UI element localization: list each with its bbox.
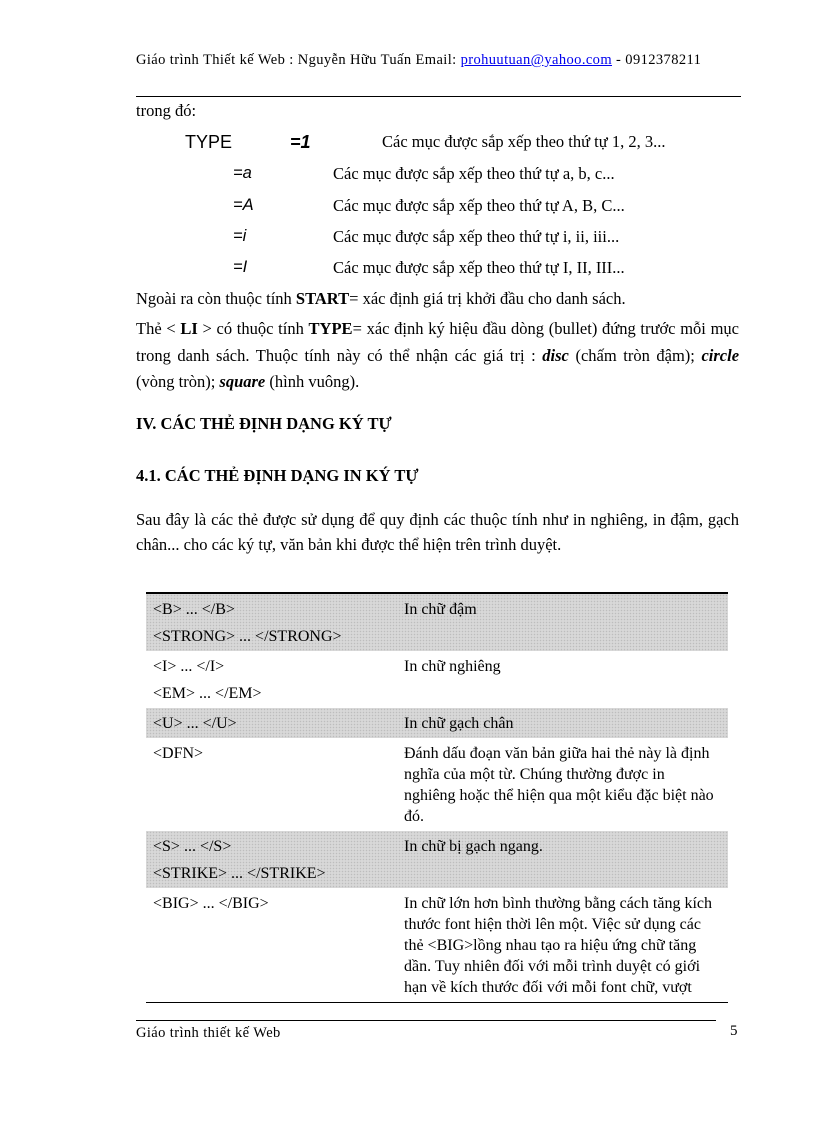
table-row — [146, 888, 728, 1002]
description-cell: In chữ lớn hơn bình thường bằng cách tăng kích thước font hiện thời lên một. Việc sử dụng các thẻ <BIG>lồng nhau tạo ra hiệu ứng chữ tăng dần. Tuy nhiên đối với mỗi trình duyệt có giới hạn về kích thước đối với mỗi font chữ, vượt — [404, 895, 712, 996]
table-row — [146, 651, 728, 708]
type-code: =a — [233, 164, 252, 182]
tag-cell — [146, 738, 396, 831]
tag-text: <S> ... </S> — [153, 838, 232, 855]
tag-cell — [146, 651, 396, 708]
type-description: Các mục được sắp xếp theo thứ tự 1, 2, 3... — [382, 132, 666, 151]
page-number: 5 — [730, 1023, 738, 1039]
value-disc: disc — [542, 345, 569, 365]
table-row — [146, 738, 728, 831]
type-code: =i — [233, 227, 247, 245]
type-code: =1 — [290, 132, 311, 152]
tag-text: <STRONG> ... </STRONG> — [153, 628, 342, 645]
table-row — [146, 708, 728, 738]
type-keyword: TYPE — [185, 132, 233, 152]
tag-cell — [146, 831, 396, 888]
text-run: = xác định ký hiệu đầu dòng (bullet) đứng trước mỗi mục trong danh sách. Thuộc tính này có thể nhận các giá trị : — [136, 319, 739, 365]
header-divider — [136, 96, 741, 97]
bold-term: TYPE — [308, 319, 353, 338]
start-attribute-paragraph — [136, 286, 739, 313]
li-type-paragraph — [136, 316, 739, 396]
tag-text: <U> ... </U> — [153, 715, 237, 732]
tag-text: <STRIKE> ... </STRIKE> — [153, 865, 326, 882]
type-description: Các mục được sắp xếp theo thứ tự i, ii, iii... — [333, 227, 620, 246]
tag-cell — [146, 708, 396, 738]
description-cell: In chữ bị gạch ngang. — [404, 838, 543, 855]
subsection-heading: 4.1. CÁC THẺ ĐỊNH DẠNG IN KÝ TỰ — [136, 466, 419, 485]
intro-text: trong đó: — [136, 101, 197, 120]
header-phone: - 0912378211 — [612, 52, 702, 68]
footer-title: Giáo trình thiết kế Web — [136, 1025, 281, 1041]
tags-intro-paragraph: Sau đây là các thẻ được sử dụng để quy định các thuộc tính như in nghiêng, in đậm, gạch chân... cho các ký tự, văn bản khi được thể hiện trên trình duyệt. — [136, 510, 739, 554]
tag-text: <BIG> ... </BIG> — [153, 895, 269, 912]
value-circle: circle — [701, 345, 740, 365]
tag-text: <EM> ... </EM> — [153, 685, 262, 702]
type-list-row — [185, 132, 666, 153]
tag-text: <I> ... </I> — [153, 658, 225, 675]
type-code: =A — [233, 196, 254, 214]
bold-term: START — [295, 289, 350, 308]
text-run: Thẻ < — [136, 319, 181, 338]
page-header — [136, 50, 741, 71]
table-row — [146, 594, 728, 651]
header-text: Giáo trình Thiết kế Web : Nguyễn Hữu Tuấn Email: — [136, 52, 461, 68]
type-description: Các mục được sắp xếp theo thứ tự A, B, C... — [333, 196, 625, 215]
description-cell: In chữ đậm — [404, 601, 477, 618]
type-description: Các mục được sắp xếp theo thứ tự I, II, III... — [333, 258, 625, 277]
table-bottom-border — [146, 1002, 728, 1003]
footer-divider — [136, 1020, 716, 1021]
bold-term: LI — [180, 319, 198, 338]
tag-text: <B> ... </B> — [153, 601, 235, 618]
format-tags-table — [146, 592, 728, 1003]
value-square: square — [219, 372, 266, 391]
tag-cell — [146, 888, 396, 1002]
text-run: (vòng tròn); — [136, 372, 220, 391]
text-run: > có thuộc tính — [197, 319, 309, 338]
description-cell: In chữ gạch chân — [404, 715, 514, 732]
table-row — [146, 831, 728, 888]
text-run: (hình vuông). — [265, 372, 360, 391]
text-run: Ngoài ra còn thuộc tính — [136, 289, 296, 308]
type-code: =I — [233, 258, 248, 276]
description-cell: Đánh dấu đoạn văn bản giữa hai thẻ này là định nghĩa của một từ. Chúng thường được in nghiêng hoặc thể hiện qua một kiểu đặc biệt nào đó. — [404, 745, 714, 825]
text-run: = xác định giá trị khởi đầu cho danh sách. — [349, 289, 626, 308]
tag-cell — [146, 594, 396, 651]
email-link[interactable]: prohuutuan@yahoo.com — [460, 52, 613, 68]
text-run: (chấm tròn đậm); — [568, 345, 702, 365]
description-cell: In chữ nghiêng — [404, 658, 501, 675]
type-description: Các mục được sắp xếp theo thứ tự a, b, c... — [333, 164, 615, 183]
tag-text: <DFN> — [153, 745, 204, 762]
section-heading: IV. CÁC THẺ ĐỊNH DẠNG KÝ TỰ — [136, 414, 392, 433]
